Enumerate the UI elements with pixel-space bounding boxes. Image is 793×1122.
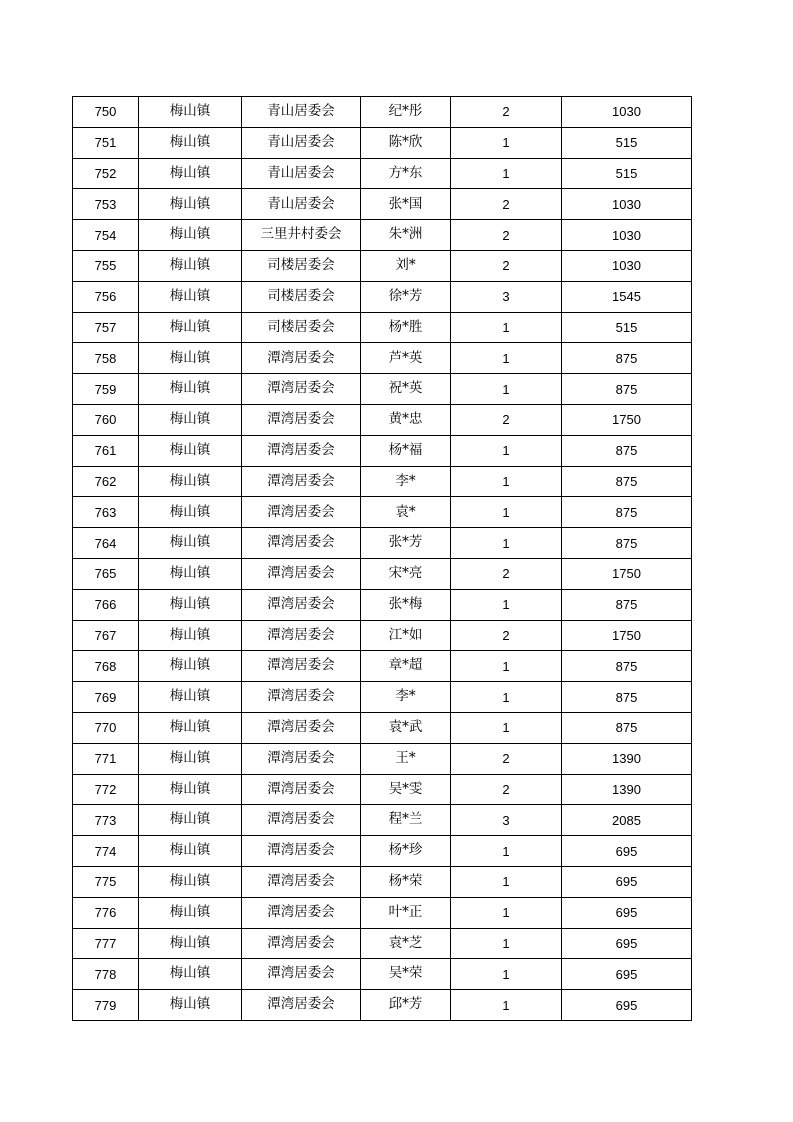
- town-cell: 梅山镇: [139, 497, 242, 528]
- town-cell: 梅山镇: [139, 220, 242, 251]
- name-cell: 朱*洲: [361, 220, 451, 251]
- row-number-cell: 772: [73, 774, 139, 805]
- committee-cell: 青山居委会: [242, 97, 361, 128]
- table-row: [73, 897, 692, 928]
- committee-cell: 司楼居委会: [242, 312, 361, 343]
- row-number-cell: 771: [73, 743, 139, 774]
- table-row: [73, 589, 692, 620]
- name-cell: 袁*: [361, 497, 451, 528]
- amount-cell: 1750: [562, 404, 692, 435]
- table-row: [73, 435, 692, 466]
- table-row: [73, 528, 692, 559]
- row-number-cell: 757: [73, 312, 139, 343]
- name-cell: 黄*忠: [361, 404, 451, 435]
- table-row: [73, 558, 692, 589]
- count-cell: 2: [451, 404, 562, 435]
- committee-cell: 潭湾居委会: [242, 589, 361, 620]
- committee-cell: 潭湾居委会: [242, 620, 361, 651]
- town-cell: 梅山镇: [139, 651, 242, 682]
- count-cell: 2: [451, 97, 562, 128]
- town-cell: 梅山镇: [139, 836, 242, 867]
- table-row: [73, 682, 692, 713]
- count-cell: 1: [451, 343, 562, 374]
- row-number-cell: 754: [73, 220, 139, 251]
- row-number-cell: 751: [73, 127, 139, 158]
- town-cell: 梅山镇: [139, 250, 242, 281]
- row-number-cell: 774: [73, 836, 139, 867]
- table-row: [73, 497, 692, 528]
- table-row: [73, 220, 692, 251]
- committee-cell: 潭湾居委会: [242, 712, 361, 743]
- amount-cell: 875: [562, 343, 692, 374]
- name-cell: 李*: [361, 682, 451, 713]
- row-number-cell: 779: [73, 990, 139, 1021]
- amount-cell: 695: [562, 990, 692, 1021]
- name-cell: 宋*亮: [361, 558, 451, 589]
- committee-cell: 潭湾居委会: [242, 928, 361, 959]
- town-cell: 梅山镇: [139, 774, 242, 805]
- row-number-cell: 758: [73, 343, 139, 374]
- name-cell: 杨*荣: [361, 866, 451, 897]
- table-row: [73, 774, 692, 805]
- committee-cell: 潭湾居委会: [242, 651, 361, 682]
- committee-cell: 青山居委会: [242, 127, 361, 158]
- row-number-cell: 752: [73, 158, 139, 189]
- committee-cell: 司楼居委会: [242, 281, 361, 312]
- count-cell: 2: [451, 220, 562, 251]
- table-row: [73, 743, 692, 774]
- row-number-cell: 776: [73, 897, 139, 928]
- count-cell: 3: [451, 281, 562, 312]
- amount-cell: 875: [562, 589, 692, 620]
- town-cell: 梅山镇: [139, 558, 242, 589]
- count-cell: 1: [451, 497, 562, 528]
- table-row: [73, 127, 692, 158]
- committee-cell: 潭湾居委会: [242, 343, 361, 374]
- name-cell: 刘*: [361, 250, 451, 281]
- table-row: [73, 805, 692, 836]
- count-cell: 3: [451, 805, 562, 836]
- committee-cell: 潭湾居委会: [242, 897, 361, 928]
- row-number-cell: 756: [73, 281, 139, 312]
- amount-cell: 875: [562, 374, 692, 405]
- name-cell: 杨*福: [361, 435, 451, 466]
- row-number-cell: 777: [73, 928, 139, 959]
- town-cell: 梅山镇: [139, 528, 242, 559]
- committee-cell: 潭湾居委会: [242, 836, 361, 867]
- row-number-cell: 770: [73, 712, 139, 743]
- name-cell: 张*梅: [361, 589, 451, 620]
- town-cell: 梅山镇: [139, 281, 242, 312]
- town-cell: 梅山镇: [139, 805, 242, 836]
- name-cell: 杨*珍: [361, 836, 451, 867]
- town-cell: 梅山镇: [139, 158, 242, 189]
- committee-cell: 潭湾居委会: [242, 466, 361, 497]
- row-number-cell: 763: [73, 497, 139, 528]
- committee-cell: 潭湾居委会: [242, 558, 361, 589]
- count-cell: 1: [451, 312, 562, 343]
- town-cell: 梅山镇: [139, 897, 242, 928]
- table-row: [73, 928, 692, 959]
- name-cell: 纪*彤: [361, 97, 451, 128]
- name-cell: 杨*胜: [361, 312, 451, 343]
- row-number-cell: 765: [73, 558, 139, 589]
- town-cell: 梅山镇: [139, 97, 242, 128]
- row-number-cell: 764: [73, 528, 139, 559]
- town-cell: 梅山镇: [139, 127, 242, 158]
- count-cell: 1: [451, 127, 562, 158]
- committee-cell: 潭湾居委会: [242, 774, 361, 805]
- count-cell: 1: [451, 158, 562, 189]
- row-number-cell: 778: [73, 959, 139, 990]
- committee-cell: 潭湾居委会: [242, 374, 361, 405]
- committee-cell: 青山居委会: [242, 158, 361, 189]
- amount-cell: 2085: [562, 805, 692, 836]
- town-cell: 梅山镇: [139, 312, 242, 343]
- row-number-cell: 766: [73, 589, 139, 620]
- committee-cell: 潭湾居委会: [242, 990, 361, 1021]
- count-cell: 2: [451, 558, 562, 589]
- committee-cell: 潭湾居委会: [242, 528, 361, 559]
- name-cell: 邱*芳: [361, 990, 451, 1021]
- town-cell: 梅山镇: [139, 712, 242, 743]
- name-cell: 张*国: [361, 189, 451, 220]
- name-cell: 徐*芳: [361, 281, 451, 312]
- name-cell: 江*如: [361, 620, 451, 651]
- table-row: [73, 836, 692, 867]
- name-cell: 祝*英: [361, 374, 451, 405]
- town-cell: 梅山镇: [139, 959, 242, 990]
- table-row: [73, 651, 692, 682]
- table-row: [73, 97, 692, 128]
- town-cell: 梅山镇: [139, 404, 242, 435]
- count-cell: 1: [451, 836, 562, 867]
- table-row: [73, 158, 692, 189]
- row-number-cell: 761: [73, 435, 139, 466]
- name-cell: 陈*欣: [361, 127, 451, 158]
- row-number-cell: 762: [73, 466, 139, 497]
- name-cell: 方*东: [361, 158, 451, 189]
- name-cell: 张*芳: [361, 528, 451, 559]
- amount-cell: 695: [562, 897, 692, 928]
- committee-cell: 司楼居委会: [242, 250, 361, 281]
- amount-cell: 875: [562, 435, 692, 466]
- town-cell: 梅山镇: [139, 374, 242, 405]
- count-cell: 1: [451, 466, 562, 497]
- table-row: [73, 374, 692, 405]
- amount-cell: 695: [562, 959, 692, 990]
- count-cell: 1: [451, 528, 562, 559]
- amount-cell: 1545: [562, 281, 692, 312]
- count-cell: 1: [451, 990, 562, 1021]
- amount-cell: 1030: [562, 250, 692, 281]
- committee-cell: 潭湾居委会: [242, 805, 361, 836]
- count-cell: 1: [451, 959, 562, 990]
- table-row: [73, 466, 692, 497]
- name-cell: 程*兰: [361, 805, 451, 836]
- row-number-cell: 775: [73, 866, 139, 897]
- table-row: [73, 189, 692, 220]
- count-cell: 1: [451, 897, 562, 928]
- amount-cell: 875: [562, 712, 692, 743]
- amount-cell: 1030: [562, 97, 692, 128]
- row-number-cell: 760: [73, 404, 139, 435]
- row-number-cell: 773: [73, 805, 139, 836]
- amount-cell: 515: [562, 312, 692, 343]
- committee-cell: 青山居委会: [242, 189, 361, 220]
- count-cell: 2: [451, 189, 562, 220]
- name-cell: 吴*荣: [361, 959, 451, 990]
- name-cell: 章*超: [361, 651, 451, 682]
- count-cell: 1: [451, 651, 562, 682]
- amount-cell: 1750: [562, 558, 692, 589]
- town-cell: 梅山镇: [139, 682, 242, 713]
- name-cell: 芦*英: [361, 343, 451, 374]
- amount-cell: 1030: [562, 220, 692, 251]
- count-cell: 1: [451, 866, 562, 897]
- count-cell: 1: [451, 589, 562, 620]
- name-cell: 李*: [361, 466, 451, 497]
- name-cell: 袁*芝: [361, 928, 451, 959]
- amount-cell: 875: [562, 466, 692, 497]
- town-cell: 梅山镇: [139, 189, 242, 220]
- amount-cell: 1030: [562, 189, 692, 220]
- amount-cell: 695: [562, 836, 692, 867]
- amount-cell: 515: [562, 127, 692, 158]
- amount-cell: 875: [562, 651, 692, 682]
- town-cell: 梅山镇: [139, 466, 242, 497]
- amount-cell: 695: [562, 928, 692, 959]
- amount-cell: 875: [562, 497, 692, 528]
- name-cell: 叶*正: [361, 897, 451, 928]
- row-number-cell: 753: [73, 189, 139, 220]
- table-row: [73, 866, 692, 897]
- committee-cell: 潭湾居委会: [242, 866, 361, 897]
- amount-cell: 1750: [562, 620, 692, 651]
- amount-cell: 515: [562, 158, 692, 189]
- count-cell: 2: [451, 620, 562, 651]
- row-number-cell: 767: [73, 620, 139, 651]
- amount-cell: 695: [562, 866, 692, 897]
- town-cell: 梅山镇: [139, 743, 242, 774]
- amount-cell: 1390: [562, 743, 692, 774]
- town-cell: 梅山镇: [139, 990, 242, 1021]
- amount-cell: 1390: [562, 774, 692, 805]
- table-row: [73, 281, 692, 312]
- table-row: [73, 712, 692, 743]
- town-cell: 梅山镇: [139, 620, 242, 651]
- table-row: [73, 343, 692, 374]
- committee-cell: 潭湾居委会: [242, 435, 361, 466]
- table-row: [73, 250, 692, 281]
- committee-cell: 潭湾居委会: [242, 404, 361, 435]
- row-number-cell: 768: [73, 651, 139, 682]
- table-row: [73, 959, 692, 990]
- town-cell: 梅山镇: [139, 435, 242, 466]
- row-number-cell: 769: [73, 682, 139, 713]
- count-cell: 1: [451, 712, 562, 743]
- table-row: [73, 990, 692, 1021]
- amount-cell: 875: [562, 528, 692, 559]
- table-row: [73, 620, 692, 651]
- count-cell: 1: [451, 682, 562, 713]
- name-cell: 袁*武: [361, 712, 451, 743]
- name-cell: 王*: [361, 743, 451, 774]
- town-cell: 梅山镇: [139, 589, 242, 620]
- row-number-cell: 759: [73, 374, 139, 405]
- committee-cell: 潭湾居委会: [242, 743, 361, 774]
- count-cell: 2: [451, 774, 562, 805]
- committee-cell: 潭湾居委会: [242, 682, 361, 713]
- town-cell: 梅山镇: [139, 928, 242, 959]
- town-cell: 梅山镇: [139, 866, 242, 897]
- town-cell: 梅山镇: [139, 343, 242, 374]
- count-cell: 1: [451, 435, 562, 466]
- count-cell: 2: [451, 250, 562, 281]
- committee-cell: 潭湾居委会: [242, 959, 361, 990]
- table-row: [73, 404, 692, 435]
- table-row: [73, 312, 692, 343]
- count-cell: 1: [451, 928, 562, 959]
- count-cell: 1: [451, 374, 562, 405]
- name-cell: 吴*雯: [361, 774, 451, 805]
- row-number-cell: 755: [73, 250, 139, 281]
- row-number-cell: 750: [73, 97, 139, 128]
- table-body: [73, 97, 692, 1021]
- data-table: [72, 96, 692, 1021]
- committee-cell: 潭湾居委会: [242, 497, 361, 528]
- committee-cell: 三里井村委会: [242, 220, 361, 251]
- amount-cell: 875: [562, 682, 692, 713]
- count-cell: 2: [451, 743, 562, 774]
